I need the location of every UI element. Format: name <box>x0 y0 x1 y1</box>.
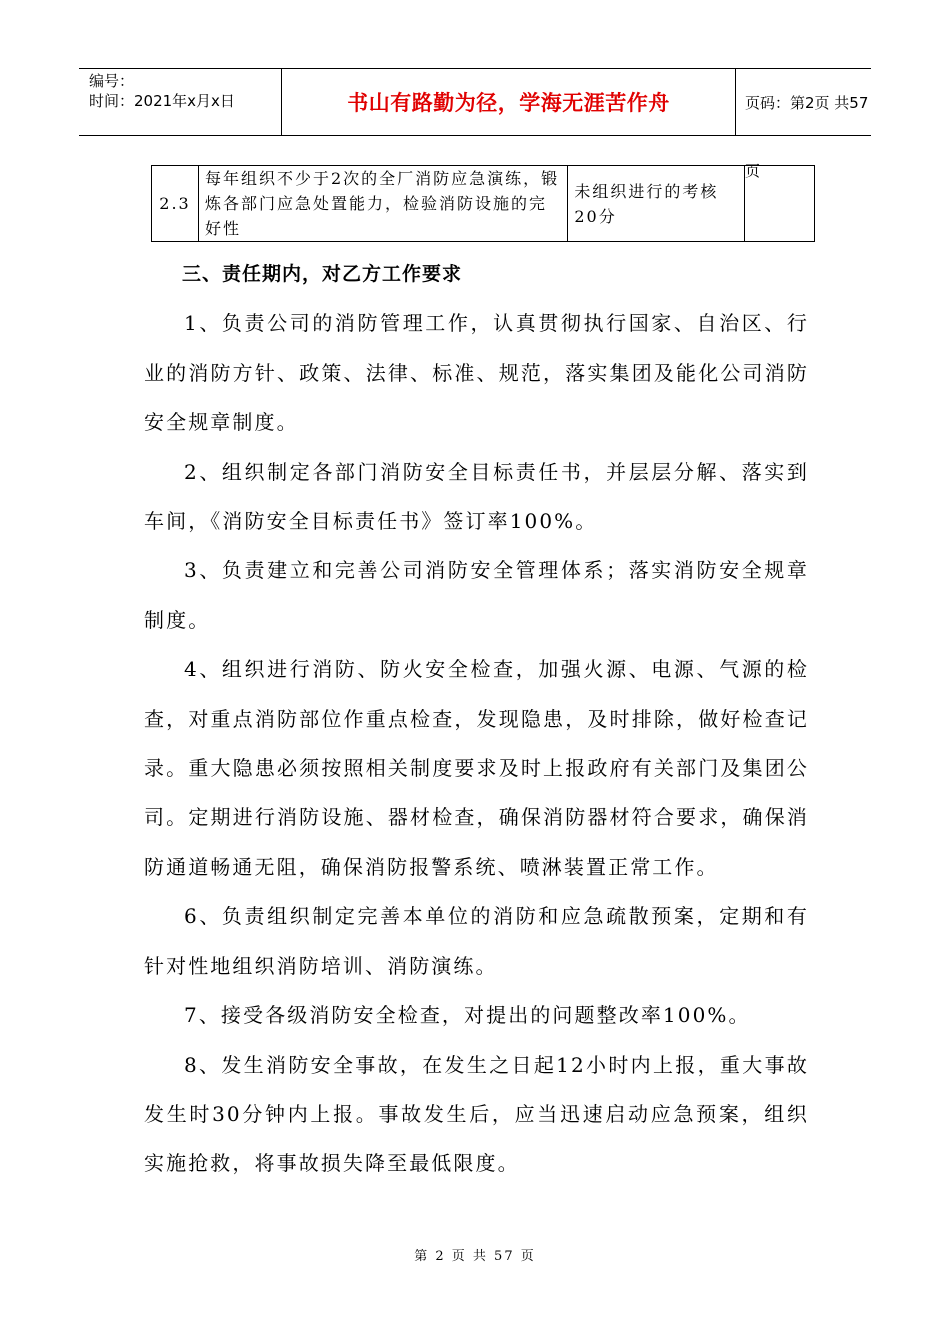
header-page-info: 页码：第2页 共57页 <box>745 94 869 180</box>
item-content: 每年组织不少于2次的全厂消防应急演练，锻炼各部门应急处置能力，检验消防设施的完好性 <box>198 166 567 242</box>
assessment-table <box>151 165 815 242</box>
header-motto: 书山有路勤为径，学海无涯苦作舟 <box>282 69 736 135</box>
item-number: 2.3 <box>152 166 199 242</box>
section-title: 三、责任期内，对乙方工作要求 <box>182 263 463 285</box>
date-line: 时间：2021年x月x日 <box>89 92 235 110</box>
item-scoring: 未组织进行的考核20分 <box>568 166 745 242</box>
paragraph: 4、组织进行消防、防火安全检查，加强火源、电源、气源的检查，对重点消防部位作重点检查，发现隐患，及时排除，做好检查记录。重大隐患必须按照相关制度要求及时上报政府有关部门及集团公司。定期进行消防设施、器材检查，确保消防器材符合要求，确保消防通道畅通无阻，确保消防报警系统、喷淋装置正常工作。 <box>144 657 809 879</box>
page-header <box>79 68 871 180</box>
header-meta <box>79 69 282 135</box>
document-body <box>144 250 809 1189</box>
paragraph: 7、接受各级消防安全检查，对提出的问题整改率100%。 <box>184 1003 751 1028</box>
page-footer: 第 2 页 共 57 页 <box>414 1249 536 1264</box>
paragraph: 2、组织制定各部门消防安全目标责任书，并层层分解、落实到车间，《消防安全目标责任书》签订率100%。 <box>144 459 809 534</box>
item-extra <box>745 166 815 242</box>
serial-label: 编号： <box>89 72 135 90</box>
paragraph: 1、负责公司的消防管理工作，认真贯彻执行国家、自治区、行业的消防方针、政策、法律、标准、规范，落实集团及能化公司消防安全规章制度。 <box>144 311 809 435</box>
paragraph: 6、负责组织制定完善本单位的消防和应急疏散预案，定期和有针对性地组织消防培训、消防演练。 <box>144 904 809 978</box>
table-row <box>152 166 815 242</box>
paragraph: 3、负责建立和完善公司消防安全管理体系；落实消防安全规章制度。 <box>144 558 809 632</box>
paragraph: 8、发生消防安全事故，在发生之日起12小时内上报，重大事故发生时30分钟内上报。事故发生后，应当迅速启动应急预案，组织实施抢救，将事故损失降至最低限度。 <box>144 1052 809 1176</box>
